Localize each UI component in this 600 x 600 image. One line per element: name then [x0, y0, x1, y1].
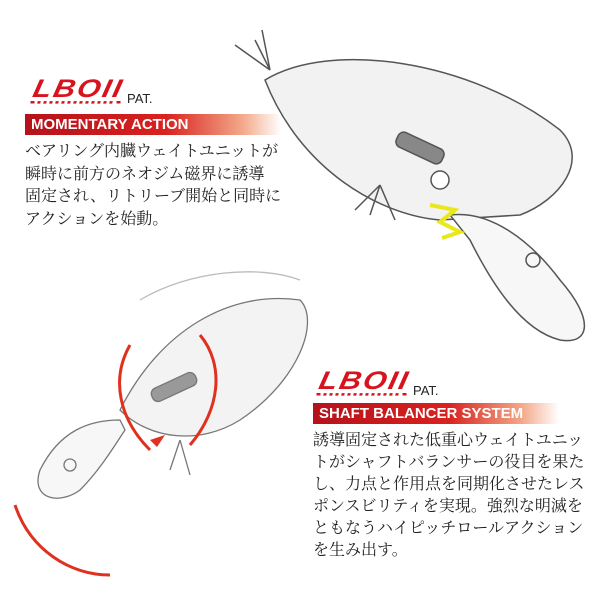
- feature-title: MOMENTARY ACTION: [25, 114, 281, 135]
- feature-momentary-action: [25, 74, 305, 230]
- feature-title: SHAFT BALANCER SYSTEM: [313, 403, 559, 424]
- feature-shaft-balancer-system: [313, 366, 598, 561]
- feature-description: 誘導固定された低重心ウェイトユニッ トがシャフトバランサーの役目を果た し、力点と作用点を同期化させたレス ポンスビリティを実現。強烈な明滅を ともなうハイピッチロールアクション を生み出す。: [313, 430, 585, 559]
- pat-label: PAT.: [127, 91, 153, 106]
- logo-mark: LBOII: [316, 366, 413, 395]
- feature-description: ベアリング内臓ウェイトユニットが 瞬時に前方のネオジム磁界に誘導 固定され、リトリーブ開始と同時に アクションを始動。: [25, 141, 282, 228]
- lbo-logo: [25, 74, 305, 106]
- bottom-lure-illustration: [15, 272, 308, 575]
- lbo-logo: [313, 366, 598, 398]
- pat-label: PAT.: [413, 383, 439, 398]
- logo-mark: LBOII: [30, 74, 127, 103]
